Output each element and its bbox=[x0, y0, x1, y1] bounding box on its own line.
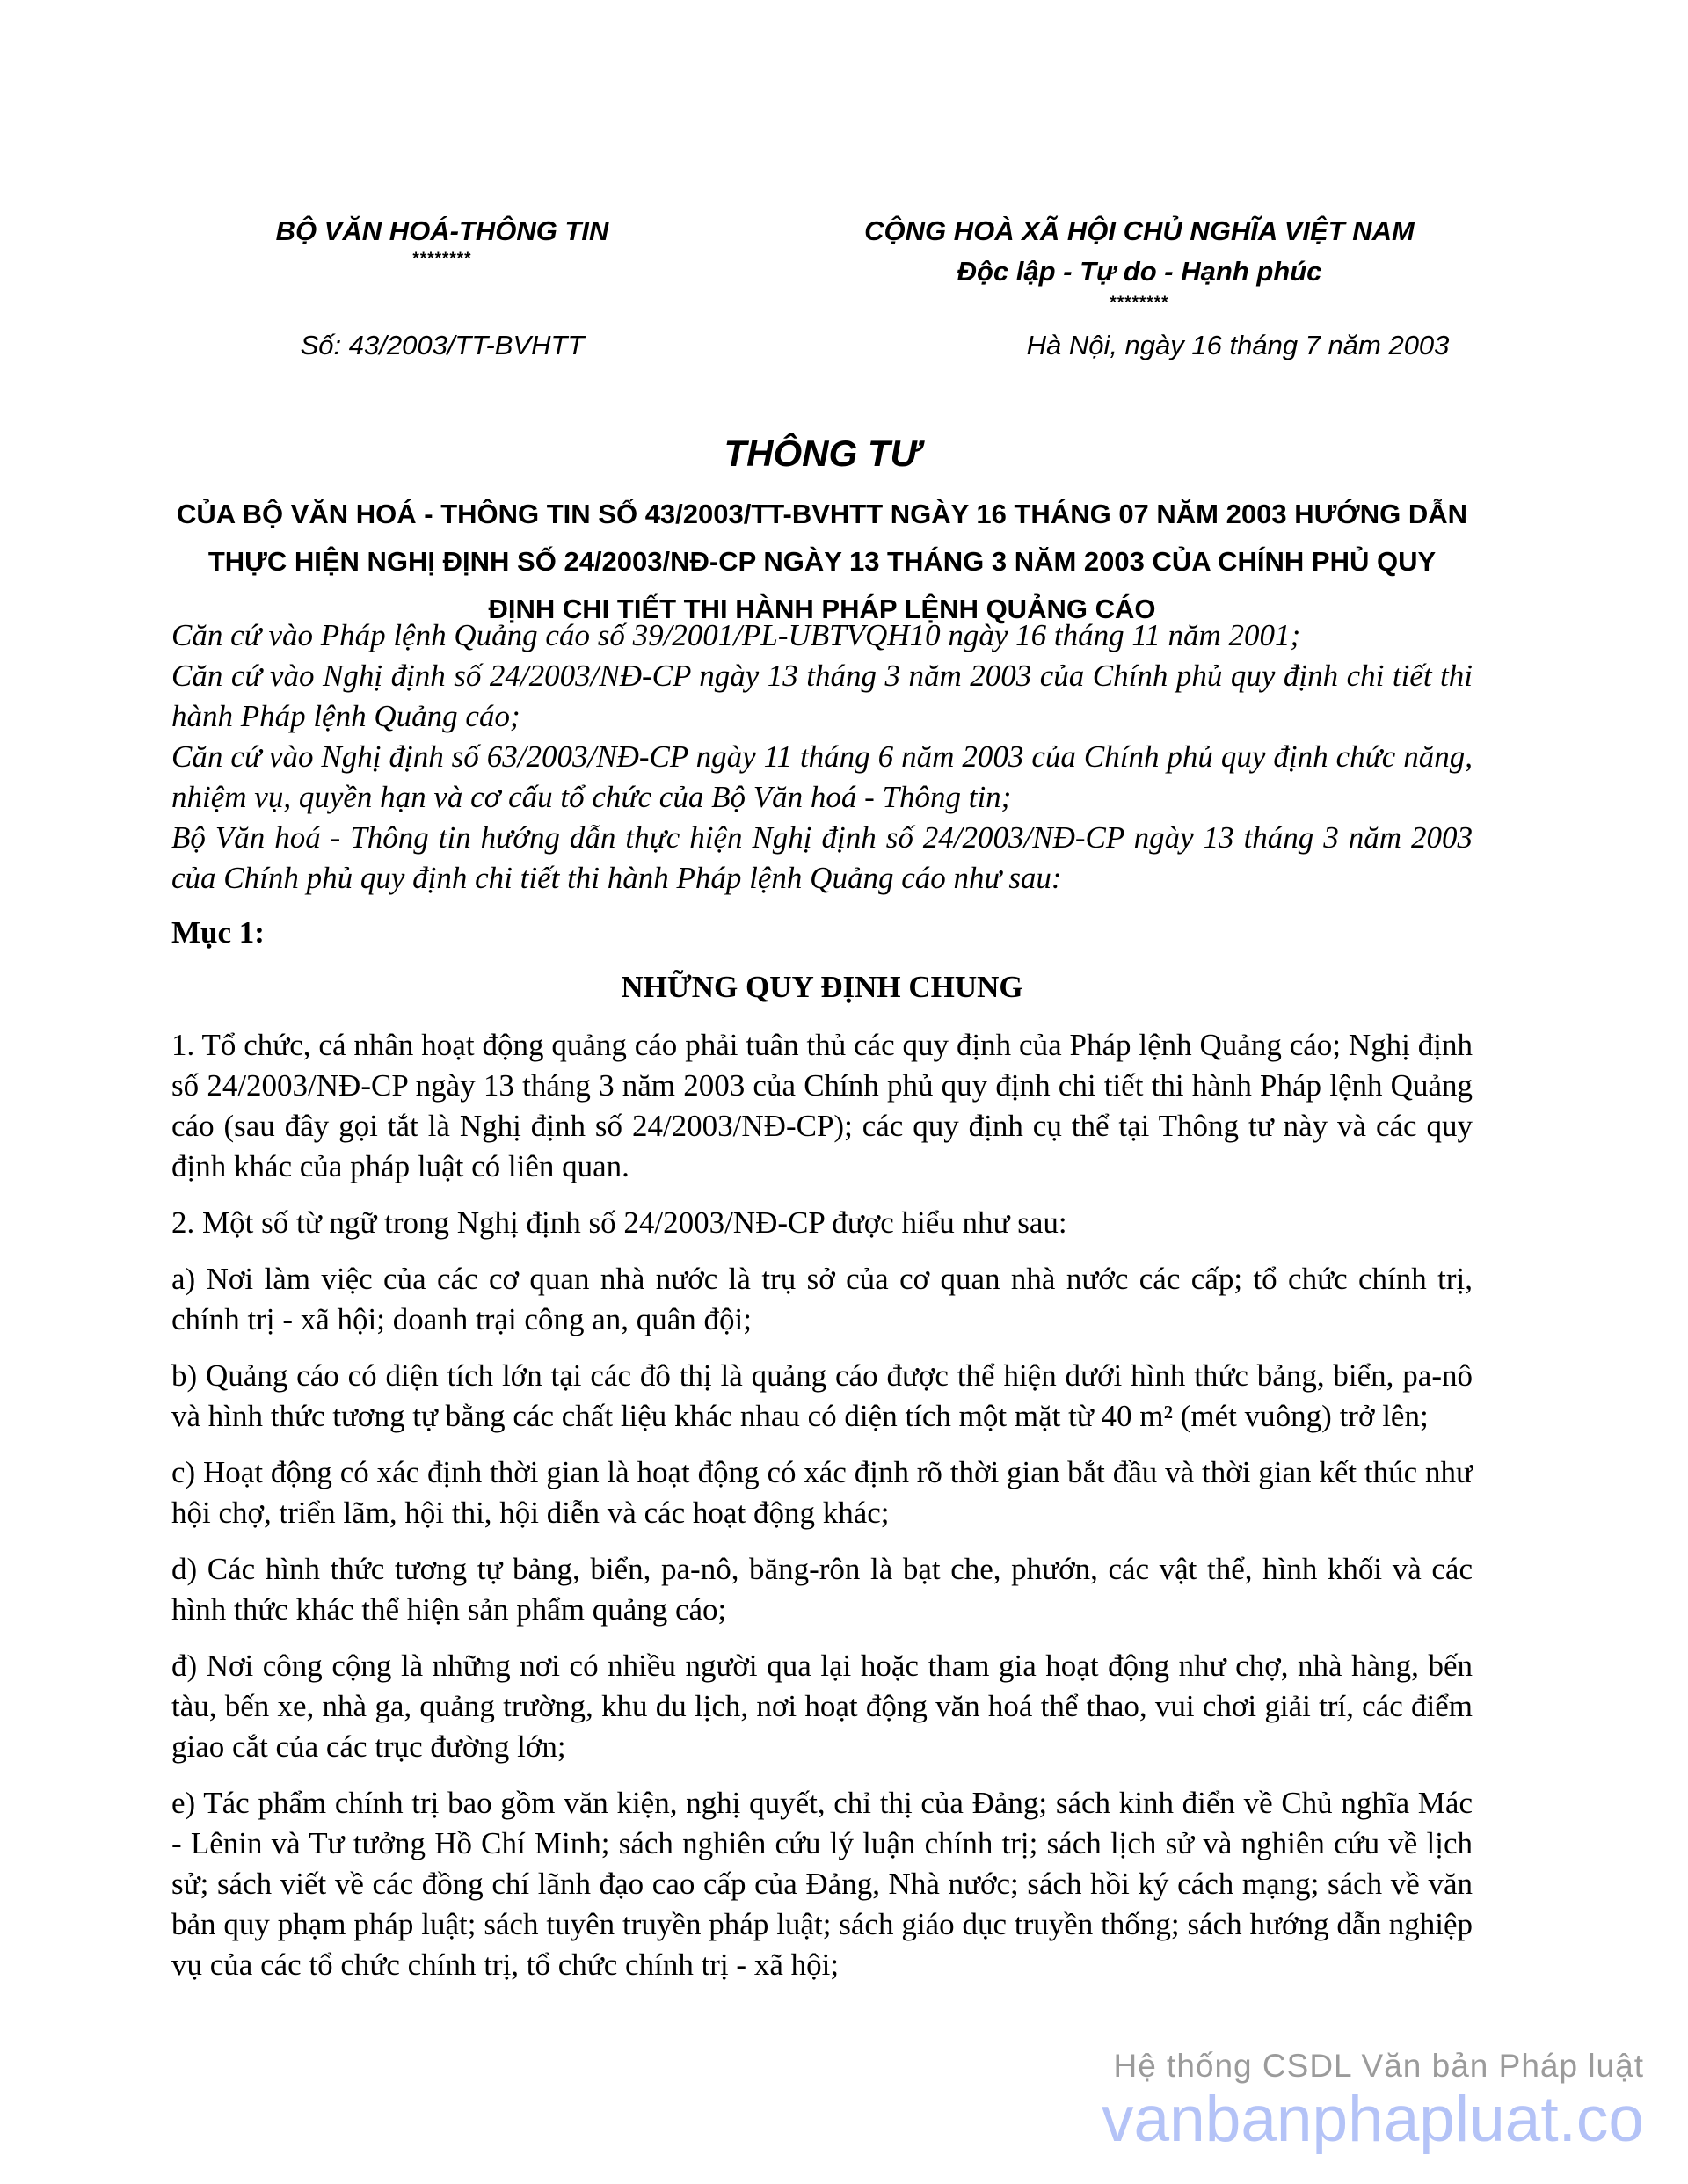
preamble-paragraph: Căn cứ vào Nghị định số 63/2003/NĐ-CP ngày 11 tháng 6 năm 2003 của Chính phủ quy định chức năng, nhiệm vụ, quyền hạn và cơ cấu tổ chức của Bộ Văn hoá - Thông tin; bbox=[171, 739, 1473, 814]
national-title: CỘNG HOÀ XÃ HỘI CHỦ NGHĨA VIỆT NAM bbox=[864, 215, 1415, 246]
national-motto: Độc lập - Tự do - Hạnh phúc bbox=[957, 256, 1322, 287]
body-paragraph: 2. Một số từ ngữ trong Nghị định số 24/2003/NĐ-CP được hiểu như sau: bbox=[171, 1205, 1067, 1240]
issuing-agency-block bbox=[171, 215, 713, 269]
place-and-date: Hà Nội, ngày 16 tháng 7 năm 2003 bbox=[1026, 330, 1450, 360]
preamble-paragraph: Bộ Văn hoá - Thông tin hướng dẫn thực hiện Nghị định số 24/2003/NĐ-CP ngày 13 tháng 3 năm 2003 của Chính phủ quy định chi tiết thi hành Pháp lệnh Quảng cáo như sau: bbox=[171, 820, 1473, 895]
body-paragraph: a) Nơi làm việc của các cơ quan nhà nước là trụ sở của cơ quan nhà nước các cấp; tổ chức chính trị, chính trị - xã hội; doanh trại công an, quân đội; bbox=[171, 1262, 1473, 1336]
document-title: THÔNG TƯ bbox=[724, 433, 920, 474]
document-number-block bbox=[171, 329, 713, 362]
site-watermark bbox=[1102, 2049, 1644, 2155]
preamble-paragraph: Căn cứ vào Nghị định số 24/2003/NĐ-CP ngày 13 tháng 3 năm 2003 của Chính phủ quy định chi tiết thi hành Pháp lệnh Quảng cáo; bbox=[171, 659, 1473, 733]
document-header bbox=[171, 215, 1473, 313]
number-date-row bbox=[171, 329, 1473, 362]
body-paragraph: b) Quảng cáo có diện tích lớn tại các đô thị là quảng cáo được thể hiện dưới hình thức bảng, biển, pa-nô và hình thức tương tự bằng các chất liệu khác nhau có diện tích một mặt từ 40 m² (mét vuông) trở lên; bbox=[171, 1358, 1473, 1433]
watermark-brand-text: vanbanphapluat.co bbox=[1102, 2083, 1644, 2155]
preamble-paragraph: Căn cứ vào Pháp lệnh Quảng cáo số 39/2001/PL-UBTVQH10 ngày 16 tháng 11 năm 2001; bbox=[171, 618, 1301, 652]
body-paragraph: d) Các hình thức tương tự bảng, biển, pa-nô, băng-rôn là bạt che, phướn, các vật thể, hình khối và các hình thức khác thể hiện sản phẩm quảng cáo; bbox=[171, 1552, 1473, 1627]
motto-divider-stars: ******** bbox=[1110, 294, 1169, 312]
document-body bbox=[171, 615, 1473, 1985]
body-paragraph: c) Hoạt động có xác định thời gian là hoạt động có xác định rõ thời gian bắt đầu và thời gian kết thúc như hội chợ, triển lãm, hội thi, hội diễn và các hoạt động khác; bbox=[171, 1455, 1473, 1530]
document-subtitle: CỦA BỘ VĂN HOÁ - THÔNG TIN SỐ 43/2003/TT-BVHTT NGÀY 16 THÁNG 07 NĂM 2003 HƯỚNG DẪN THỰC HIỆN NGHỊ ĐỊNH SỐ 24/2003/NĐ-CP NGÀY 13 THÁNG 3 NĂM 2003 CỦA CHÍNH PHỦ QUY ĐỊNH CHI TIẾT THI HÀNH PHÁP LỆNH QUẢNG CÁO bbox=[176, 499, 1468, 624]
issuing-agency-name: BỘ VĂN HOÁ-THÔNG TIN bbox=[275, 215, 609, 246]
section-heading: NHỮNG QUY ĐỊNH CHUNG bbox=[621, 970, 1023, 1004]
body-paragraph: đ) Nơi công cộng là những nơi có nhiều người qua lại hoặc tham gia hoạt động như chợ, nhà hàng, bến tàu, bến xe, nhà ga, quảng trường, khu du lịch, nơi hoạt động văn hoá thể thao, vui chơi giải trí, các điểm giao cắt của các trục đường lớn; bbox=[171, 1649, 1473, 1764]
national-header-block bbox=[806, 215, 1473, 313]
watermark-system-text: Hệ thống CSDL Văn bản Pháp luật bbox=[1113, 2048, 1644, 2084]
document-number: Số: 43/2003/TT-BVHTT bbox=[300, 330, 585, 360]
section-label: Mục 1: bbox=[171, 915, 265, 950]
preamble-block bbox=[171, 615, 1473, 899]
place-date-block bbox=[806, 329, 1473, 362]
agency-divider-stars: ******** bbox=[412, 250, 472, 268]
body-paragraph: e) Tác phẩm chính trị bao gồm văn kiện, nghị quyết, chỉ thị của Đảng; sách kinh điển về Chủ nghĩa Mác - Lênin và Tư tưởng Hồ Chí Minh; sách nghiên cứu lý luận chính trị; sách lịch sử và nghiên cứu về lịch sử; sách viết về các đồng chí lãnh đạo cao cấp của Đảng, Nhà nước; sách hồi ký cách mạng; sách về văn bản quy phạm pháp luật; sách tuyên truyền pháp luật; sách giáo dục truyền thống; sách hướng dẫn nghiệp vụ của các tổ chức chính trị, tổ chức chính trị - xã hội; bbox=[171, 1786, 1473, 1982]
body-paragraph: 1. Tổ chức, cá nhân hoạt động quảng cáo phải tuân thủ các quy định của Pháp lệnh Quảng cáo; Nghị định số 24/2003/NĐ-CP ngày 13 tháng 3 năm 2003 của Chính phủ quy định chi tiết thi hành Pháp lệnh Quảng cáo (sau đây gọi tắt là Nghị định số 24/2003/NĐ-CP); các quy định cụ thể tại Thông tư này và các quy định khác của pháp luật có liên quan. bbox=[171, 1028, 1473, 1183]
